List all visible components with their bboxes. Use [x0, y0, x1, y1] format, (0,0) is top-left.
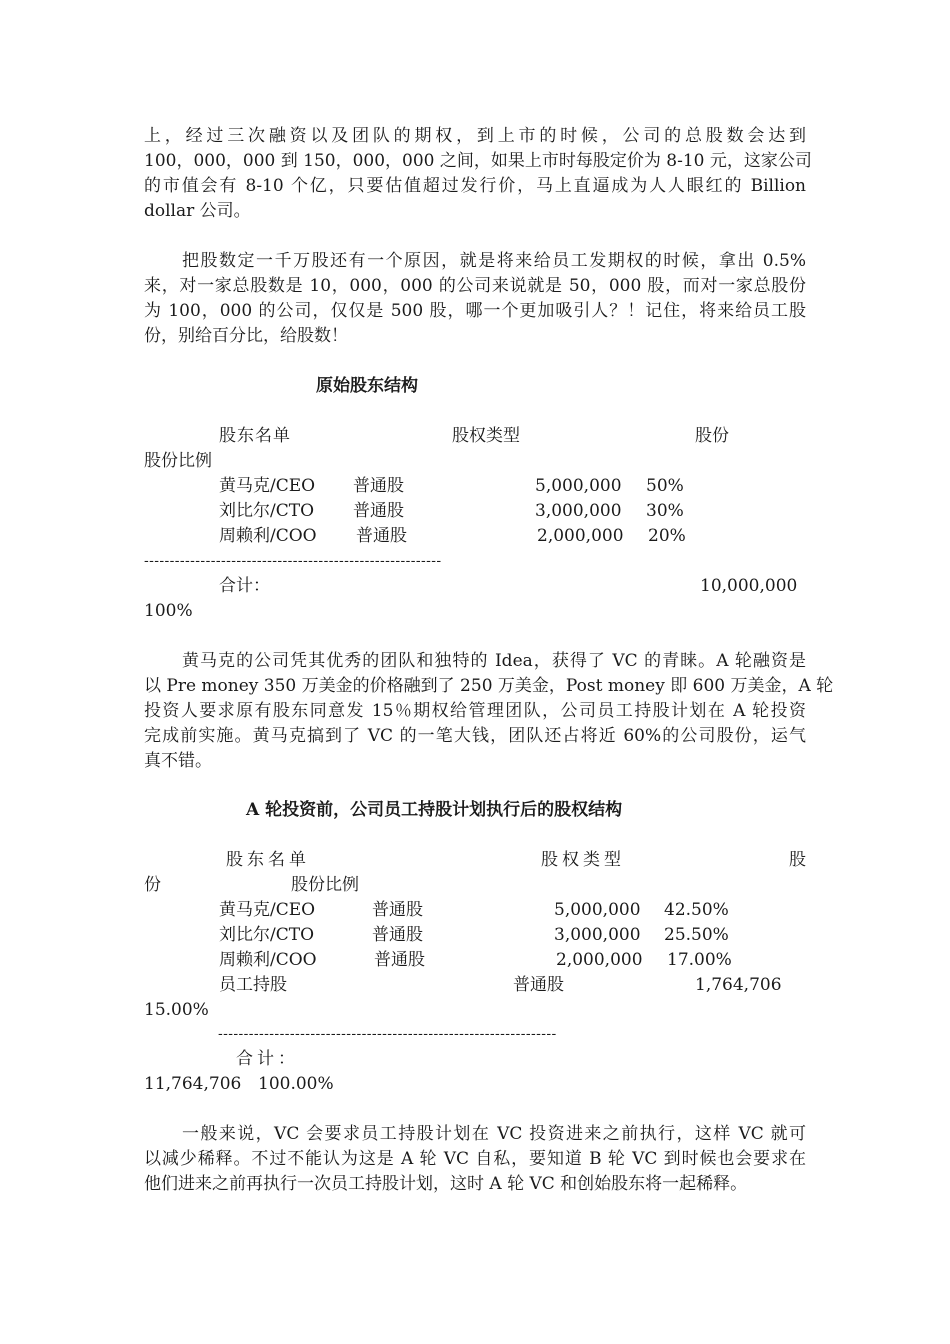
table-1-header-shares: 股份 — [695, 426, 729, 446]
paragraph-1-line-2: 100，000，000 到 150，000，000 之间，如果上市时每股定价为 8-10 元，这家公司 — [144, 151, 812, 171]
share-count: 1,764,706 — [695, 975, 782, 995]
share-ratio: 25.50% — [664, 925, 729, 945]
shareholder-name: 黄马克/CEO — [219, 900, 316, 920]
share-ratio: 42.50% — [664, 900, 729, 920]
share-type: 普通股 — [353, 476, 404, 496]
paragraph-4-line-3: 他们进来之前再执行一次员工持股计划，这时 A 轮 VC 和创始股东将一起稀释。 — [144, 1174, 748, 1194]
share-ratio: 15.00% — [144, 1000, 209, 1020]
share-count: 2,000,000 — [556, 950, 643, 970]
share-type: 普通股 — [374, 950, 425, 970]
table-2-header-name: 股东名单 — [226, 850, 310, 870]
table-2-total-ratio: 100.00% — [258, 1074, 334, 1094]
table-2-header-type: 股权类型 — [541, 850, 625, 870]
paragraph-3-line-1: 黄马克的公司凭其优秀的团队和独特的 Idea，获得了 VC 的青睐。A 轮融资是 — [182, 651, 806, 671]
table-2-divider: ------------------------------------------------------------------ — [218, 1026, 557, 1042]
share-type: 普通股 — [372, 925, 423, 945]
paragraph-3-line-5: 真不错。 — [144, 751, 212, 771]
paragraph-1-line-4: dollar 公司。 — [144, 201, 251, 221]
table-1-divider: ---------------------------------------------------------- — [144, 553, 442, 569]
table-2-total-shares: 11,764,706 — [144, 1074, 242, 1094]
table-2-total-label: 合计： — [236, 1049, 299, 1069]
paragraph-3-line-2: 以 Pre money 350 万美金的价格融到了 250 万美金，Post money 即 600 万美金，A 轮 — [144, 676, 834, 696]
share-type: 普通股 — [372, 900, 423, 920]
table-2-header-shares-part-1: 股 — [789, 850, 806, 870]
paragraph-2-line-1: 把股数定一千万股还有一个原因，就是将来给员工发期权的时候，拿出 0.5% — [182, 251, 806, 271]
table-2-header-ratio: 股份比例 — [291, 875, 359, 895]
shareholder-name: 周赖利/COO — [219, 950, 317, 970]
table-1-total-ratio: 100% — [144, 601, 193, 621]
shareholder-name: 刘比尔/CTO — [219, 925, 315, 945]
shareholder-name: 周赖利/COO — [219, 526, 317, 546]
share-ratio: 30% — [646, 501, 684, 521]
shareholder-name: 黄马克/CEO — [219, 476, 316, 496]
paragraph-1-line-3: 的市值会有 8-10 个亿，只要估值超过发行价，马上直逼成为人人眼红的 Billion — [144, 176, 806, 196]
table-2-header-shares-part-2: 份 — [144, 875, 161, 895]
share-type: 普通股 — [513, 975, 564, 995]
share-count: 5,000,000 — [554, 900, 641, 920]
paragraph-3-line-3: 投资人要求原有股东同意发 15％期权给管理团队，公司员工持股计划在 A 轮投资 — [144, 701, 806, 721]
share-type: 普通股 — [353, 501, 404, 521]
paragraph-2-line-4: 份，别给百分比，给股数！ — [144, 326, 348, 346]
share-count: 3,000,000 — [535, 501, 622, 521]
shareholder-name: 员工持股 — [219, 975, 287, 995]
share-type: 普通股 — [356, 526, 407, 546]
table-1-total-shares: 10,000,000 — [700, 576, 798, 596]
paragraph-2-line-3: 为 100，000 的公司，仅仅是 500 股，哪一个更加吸引人？！记住，将来给员工股 — [144, 301, 806, 321]
table-2-title: A 轮投资前，公司员工持股计划执行后的股权结构 — [246, 800, 623, 820]
table-1-header-name: 股东名单 — [219, 426, 291, 446]
share-ratio: 50% — [646, 476, 684, 496]
paragraph-1-line-1: 上，经过三次融资以及团队的期权，到上市的时候，公司的总股数会达到 — [144, 126, 806, 146]
paragraph-3-line-4: 完成前实施。黄马克搞到了 VC 的一笔大钱，团队还占将近 60%的公司股份，运气 — [144, 726, 806, 746]
share-count: 3,000,000 — [554, 925, 641, 945]
share-count: 2,000,000 — [537, 526, 624, 546]
share-ratio: 17.00% — [667, 950, 732, 970]
paragraph-4-line-2: 以减少稀释。不过不能认为这是 A 轮 VC 自私，要知道 B 轮 VC 到时候也会要求在 — [144, 1149, 806, 1169]
shareholder-name: 刘比尔/CTO — [219, 501, 315, 521]
table-1-title: 原始股东结构 — [316, 376, 418, 396]
share-ratio: 20% — [648, 526, 686, 546]
paragraph-4-line-1: 一般来说，VC 会要求员工持股计划在 VC 投资进来之前执行，这样 VC 就可 — [182, 1124, 806, 1144]
table-1-header-ratio: 股份比例 — [144, 451, 212, 471]
paragraph-2-line-2: 来，对一家总股数是 10，000，000 的公司来说就是 50，000 股，而对一家总股份 — [144, 276, 806, 296]
table-1-total-label: 合计： — [219, 576, 270, 596]
table-1-header-type: 股权类型 — [452, 426, 520, 446]
share-count: 5,000,000 — [535, 476, 622, 496]
